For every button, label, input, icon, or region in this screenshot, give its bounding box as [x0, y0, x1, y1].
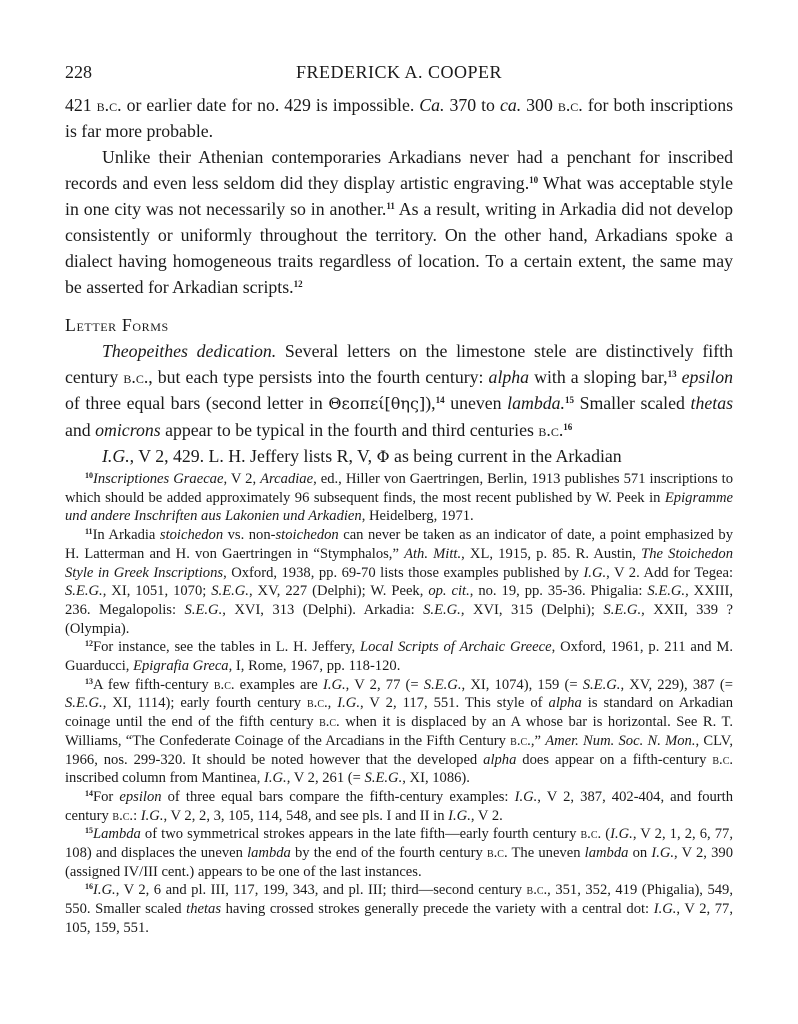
page-number: 228	[65, 62, 92, 82]
section-heading: Letter Forms	[65, 315, 169, 335]
paragraph-arkadian-style: Unlike their Athenian contemporaries Arkadians never had a penchant for inscribed records and even less seldom did they display artistic engraving.$^{10}$ What was acceptable style in one city was not necessarily so in another.$^{11}$ As a result, writing in Arkadia did not develop consistently or uniformly throughout the territory. On the other hand, Arkadians spoke a dialect having homogeneous traits regardless of location. To a certain extent, the same may be asserted for Arkadian scripts.$^{12}$	[65, 147, 733, 297]
greek-word: Θεοπεί[θης]	[328, 394, 426, 413]
footnote-ref-14[interactable]: 14	[435, 395, 445, 405]
footnote-10: $^{10}$Inscriptiones Graecae, V 2, Arcadiae, ed., Hiller von Gaertringen, Berlin, 1913 publishes 571 inscriptions to which should be added approximately 96 subsequent finds, the most recent published by W. Peek in Epigramme und andere Inschriften aus Lakonien und Arkadien, Heidelberg, 1971.	[65, 471, 733, 525]
footnote-14: $^{14}$For epsilon of three equal bars compare the fifth-century examples: I.G., V 2, 387, 402-404, and fourth century b.c.: I.G., V 2, 2, 3, 105, 114, 548, and see pls. I and II in I.G., V 2.	[65, 788, 734, 824]
footnote-11: $^{11}$In Arkadia stoichedon vs. non-stoichedon can never be taken as an indicator of date, a point emphasized by H. Latterman and H. von Gaertringen in “Stymphalos,” Ath. Mitt., XL, 1915, p. 85. R. Austin, The Stoichedon Style in Greek Inscriptions, Oxford, 1938, pp. 69-70 lists those examples published by I.G., V 2. Add for Tegea: S.E.G., XI, 1051, 1070; S.E.G., XV, 227 (Delphi); W. Peek, op. cit., no. 19, pp. 35-36. Phigalia: S.E.G., XXIII, 236. Megalopolis: S.E.G., XVI, 313 (Delphi). Arkadia: S.E.G., XVI, 315 (Delphi); S.E.G., XXII, 339 ? (Olympia).	[65, 527, 734, 637]
page-header	[65, 62, 733, 86]
footnote-ref-11[interactable]: 11	[386, 201, 395, 211]
footnote-ref-10[interactable]: 10	[529, 175, 539, 185]
footnote-13: $^{13}$A few fifth-century b.c. examples are I.G., V 2, 77 (= S.E.G., XI, 1074), 159 (= S.E.G., XV, 229), 387 (= S.E.G., XI, 1114); early fourth century b.c., I.G., V 2, 117, 551. This style of alpha is standard on Arkadian coinage until the end of the fifth century b.c. when it is displaced by an A whose bar is horizontal. See R. T. Williams, “The Confederate Coinage of the Arcadians in the Fifth Century b.c.,” Amer. Num. Soc. N. Mon., CLV, 1966, nos. 299-320. It should be noted however that the developed alpha does appear on a fifth-century b.c. inscribed column from Mantinea, I.G., V 2, 261 (= S.E.G., XI, 1086).	[65, 676, 734, 787]
paragraph-ig-429: I.G., V 2, 429. L. H. Jeffery lists R, V, Φ as being current in the Arkadian	[102, 446, 622, 466]
phi-letter: Φ	[376, 447, 390, 466]
footnote-ref-16[interactable]: 16	[563, 422, 573, 432]
footnote-15: $^{15}$Lambda of two symmetrical strokes appears in the late fifth—early fourth century b.c. (I.G., V 2, 1, 2, 6, 77, 108) and displaces the uneven lambda by the end of the fourth century b.c. The uneven lambda on I.G., V 2, 390 (assigned IV/III cent.) appears to be one of the last instances.	[65, 826, 734, 880]
paragraph-dating: 421 b.c. or earlier date for no. 429 is impossible. Ca. 370 to ca. 300 b.c. for both inscriptions is far more probable.	[65, 95, 734, 141]
footnote-ref-12[interactable]: 12	[293, 279, 303, 289]
main-text	[65, 92, 733, 470]
paragraph-theopeithes: Theopeithes dedication. Several letters on the limestone stele are distinctively fifth century b.c., but each type persists into the fourth century: alpha with a sloping bar,$^{13}$ epsilon of three equal bars (second letter in Θεοπεί[θης]),$^{14}$ uneven lambda.$^{15}$ Smaller scaled thetas and omicrons appear to be typical in the fourth and third centuries b.c.$^{16}$	[65, 341, 734, 440]
footnote-12: $^{12}$For instance, see the tables in L. H. Jeffery, Local Scripts of Archaic Greece, Oxford, 1961, p. 211 and M. Guarducci, Epigrafia Greca, I, Rome, 1967, pp. 118-120.	[65, 639, 733, 675]
footnotes	[65, 470, 733, 938]
footnote-ref-13[interactable]: 13	[667, 369, 677, 379]
footnote-16: $^{16}$I.G., V 2, 6 and pl. III, 117, 199, 343, and pl. III; third—second century b.c., 351, 352, 419 (Phigalia), 549, 550. Smaller scaled thetas having crossed strokes generally precede the variety with a central dot: I.G., V 2, 77, 105, 159, 551.	[65, 882, 734, 936]
running-head: FREDERICK A. COOPER	[295, 62, 503, 82]
footnote-ref-15[interactable]: 15	[564, 395, 574, 405]
